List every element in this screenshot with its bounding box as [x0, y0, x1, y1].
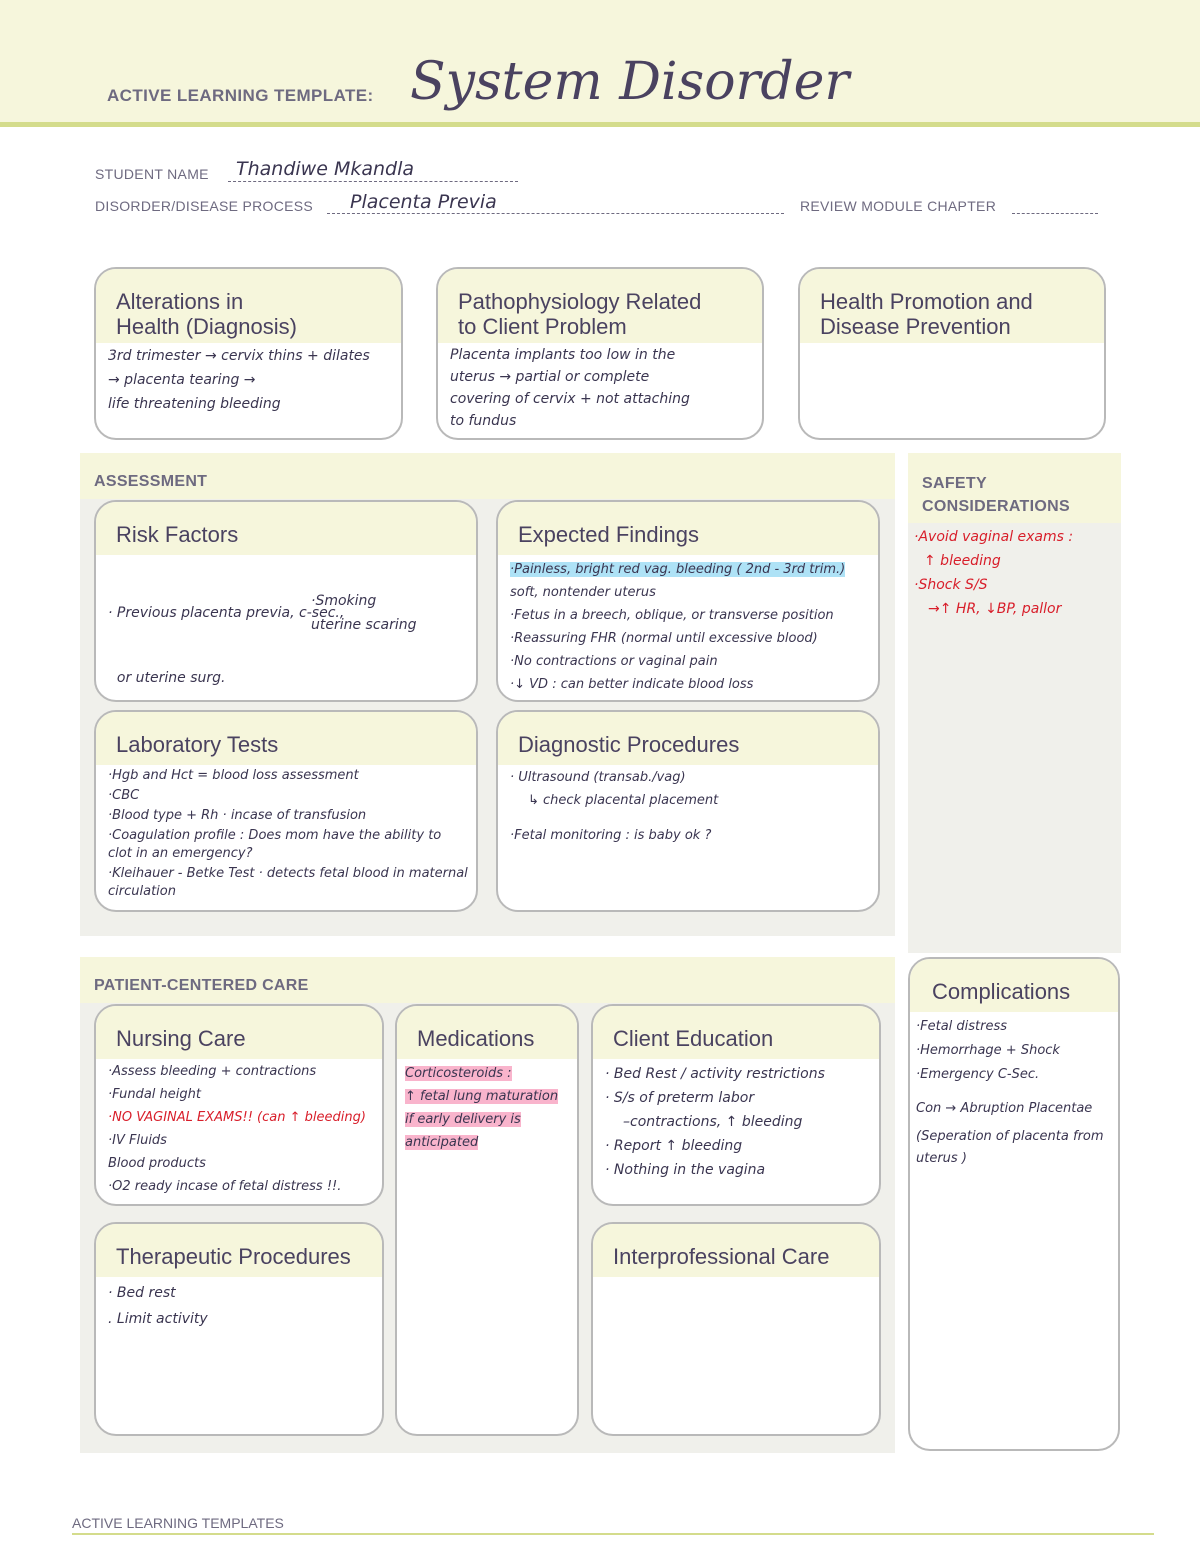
note: ·Smoking — [311, 593, 377, 609]
note: → placenta tearing → — [108, 372, 256, 388]
note: ·Hemorrhage + Shock — [916, 1043, 1060, 1058]
pathophysiology-title-1: Pathophysiology Related — [458, 289, 702, 314]
risk-factors-side-notes — [311, 590, 417, 638]
note — [405, 1132, 573, 1153]
student-name-line — [228, 180, 518, 182]
nursing-care-title: Nursing Care — [96, 1006, 382, 1059]
nursing-care-notes — [96, 1059, 382, 1203]
note: ·No contractions or vaginal pain — [510, 654, 718, 669]
alterations-notes — [96, 343, 401, 421]
note: uterine scaring — [311, 617, 417, 633]
safety-title-1: SAFETY — [922, 475, 987, 492]
note: →↑ HR, ↓BP, pallor — [928, 601, 1062, 617]
note: ·Fetus in a breech, oblique, or transverse position — [510, 608, 834, 623]
diagnostic-procedures-box — [496, 710, 880, 912]
pathophysiology-box — [436, 267, 764, 440]
interprofessional-care-box — [591, 1222, 881, 1436]
template-title: System Disorder — [410, 52, 850, 112]
note: ·↓ VD : can better indicate blood loss — [510, 677, 754, 692]
health-promotion-title-1: Health Promotion and — [820, 289, 1033, 314]
note: ↑ bleeding — [924, 553, 1001, 569]
nursing-care-box — [94, 1004, 384, 1206]
health-promotion-box — [798, 267, 1106, 440]
alterations-title-1: Alterations in — [116, 289, 244, 314]
medications-notes — [397, 1059, 577, 1153]
pathophysiology-notes — [438, 343, 762, 437]
note: or uterine surg. — [108, 670, 226, 686]
note: ·Emergency C-Sec. — [916, 1067, 1040, 1082]
disorder-label: DISORDER/DISEASE PROCESS — [95, 198, 314, 214]
complications-notes — [910, 1012, 1118, 1170]
note: ·Coagulation profile : Does mom have the ability to clot in an emergency? — [108, 828, 442, 861]
note: · S/s of preterm labor — [605, 1090, 755, 1106]
student-name-label: STUDENT NAME — [95, 166, 209, 182]
note: (Seperation of placenta from uterus ) — [916, 1129, 1104, 1166]
note: life threatening bleeding — [108, 396, 281, 412]
lab-tests-box — [94, 710, 478, 912]
note: Blood products — [108, 1156, 206, 1171]
client-education-title: Client Education — [593, 1006, 879, 1059]
pathophysiology-title-2: to Client Problem — [458, 314, 627, 339]
therapeutic-procedures-notes — [96, 1277, 382, 1337]
complications-title: Complications — [910, 959, 1118, 1012]
expected-findings-notes — [498, 555, 878, 701]
medications-box — [395, 1004, 579, 1436]
client-education-box — [591, 1004, 881, 1206]
student-name-value[interactable]: Thandiwe Mkandla — [236, 158, 415, 180]
note: ·Blood type + Rh · incase of transfusion — [108, 808, 367, 823]
client-education-notes — [593, 1059, 879, 1187]
note-red: ·NO VAGINAL EXAMS!! (can ↑ bleeding) — [108, 1110, 366, 1125]
risk-factors-box — [94, 500, 478, 702]
note: ·CBC — [108, 788, 140, 803]
note — [405, 1086, 573, 1107]
note: · Bed rest — [108, 1285, 176, 1301]
note: Placenta implants too low in the — [450, 347, 676, 363]
disorder-value[interactable]: Placenta Previa — [350, 191, 497, 213]
note: · Report ↑ bleeding — [605, 1138, 743, 1154]
review-module-label: REVIEW MODULE CHAPTER — [800, 198, 997, 214]
safety-notes — [914, 526, 1073, 622]
note: Con → Abruption Placentae — [916, 1101, 1093, 1116]
note: ·Hgb and Hct = blood loss assessment — [108, 768, 359, 783]
note: –contractions, ↑ bleeding — [623, 1114, 803, 1130]
note: to fundus — [450, 413, 517, 429]
note: ↳ check placental placement — [528, 793, 719, 808]
template-label: ACTIVE LEARNING TEMPLATE: — [107, 86, 374, 105]
note — [405, 1063, 573, 1084]
lab-tests-title: Laboratory Tests — [96, 712, 476, 765]
med-highlight: Corticosteroids : — [405, 1066, 512, 1081]
note — [405, 1109, 573, 1130]
note: · Nothing in the vagina — [605, 1162, 766, 1178]
note: uterus → partial or complete — [450, 369, 650, 385]
therapeutic-procedures-title: Therapeutic Procedures — [96, 1224, 382, 1277]
note — [510, 559, 870, 580]
risk-factors-title: Risk Factors — [96, 502, 476, 555]
note: . Limit activity — [108, 1311, 208, 1327]
note: ·Fundal height — [108, 1087, 201, 1102]
patient-care-title: PATIENT-CENTERED CARE — [94, 977, 309, 994]
note: ·Fetal monitoring : is baby ok ? — [510, 828, 712, 843]
header-rule — [0, 122, 1200, 127]
note: ·IV Fluids — [108, 1133, 167, 1148]
note: ·O2 ready incase of fetal distress !!. — [108, 1179, 342, 1194]
note: ·Kleihauer - Betke Test · detects fetal blood in maternal circulation — [108, 866, 468, 899]
footer-text: ACTIVE LEARNING TEMPLATES — [72, 1515, 284, 1531]
expected-findings-title: Expected Findings — [498, 502, 878, 555]
lab-tests-notes — [96, 765, 476, 907]
note: · Ultrasound (transab./vag) — [510, 770, 686, 785]
assessment-title: ASSESSMENT — [94, 473, 208, 490]
alterations-title-2: Health (Diagnosis) — [116, 314, 297, 339]
med-highlight: anticipated — [405, 1135, 479, 1150]
note: ·Avoid vaginal exams : — [914, 529, 1074, 545]
note: soft, nontender uterus — [510, 585, 656, 600]
medications-title: Medications — [397, 1006, 577, 1059]
therapeutic-procedures-box — [94, 1222, 384, 1436]
health-promotion-title-2: Disease Prevention — [820, 314, 1011, 339]
note: · Bed Rest / activity restrictions — [605, 1066, 825, 1082]
highlighted-finding: ·Painless, bright red vag. bleeding ( 2nd - 3rd trim.) — [510, 562, 846, 577]
note: ·Assess bleeding + contractions — [108, 1064, 317, 1079]
safety-title — [922, 472, 1070, 518]
footer-rule — [72, 1533, 1154, 1535]
diagnostic-procedures-notes — [498, 765, 878, 852]
note: · Previous placenta previa, c-sec., — [108, 605, 345, 621]
alterations-box — [94, 267, 403, 440]
review-module-line[interactable] — [1012, 212, 1098, 214]
complications-box — [908, 957, 1120, 1451]
interprofessional-care-title: Interprofessional Care — [593, 1224, 879, 1277]
med-highlight: if early delivery is — [405, 1112, 521, 1127]
med-highlight: ↑ fetal lung maturation — [405, 1089, 559, 1104]
note: 3rd trimester → cervix thins + dilates — [108, 348, 370, 364]
safety-title-2: CONSIDERATIONS — [922, 498, 1070, 515]
note: ·Fetal distress — [916, 1019, 1008, 1034]
note: ·Shock S/S — [914, 577, 988, 593]
note: covering of cervix + not attaching — [450, 391, 690, 407]
diagnostic-procedures-title: Diagnostic Procedures — [498, 712, 878, 765]
note: ·Reassuring FHR (normal until excessive blood) — [510, 631, 818, 646]
expected-findings-box — [496, 500, 880, 702]
